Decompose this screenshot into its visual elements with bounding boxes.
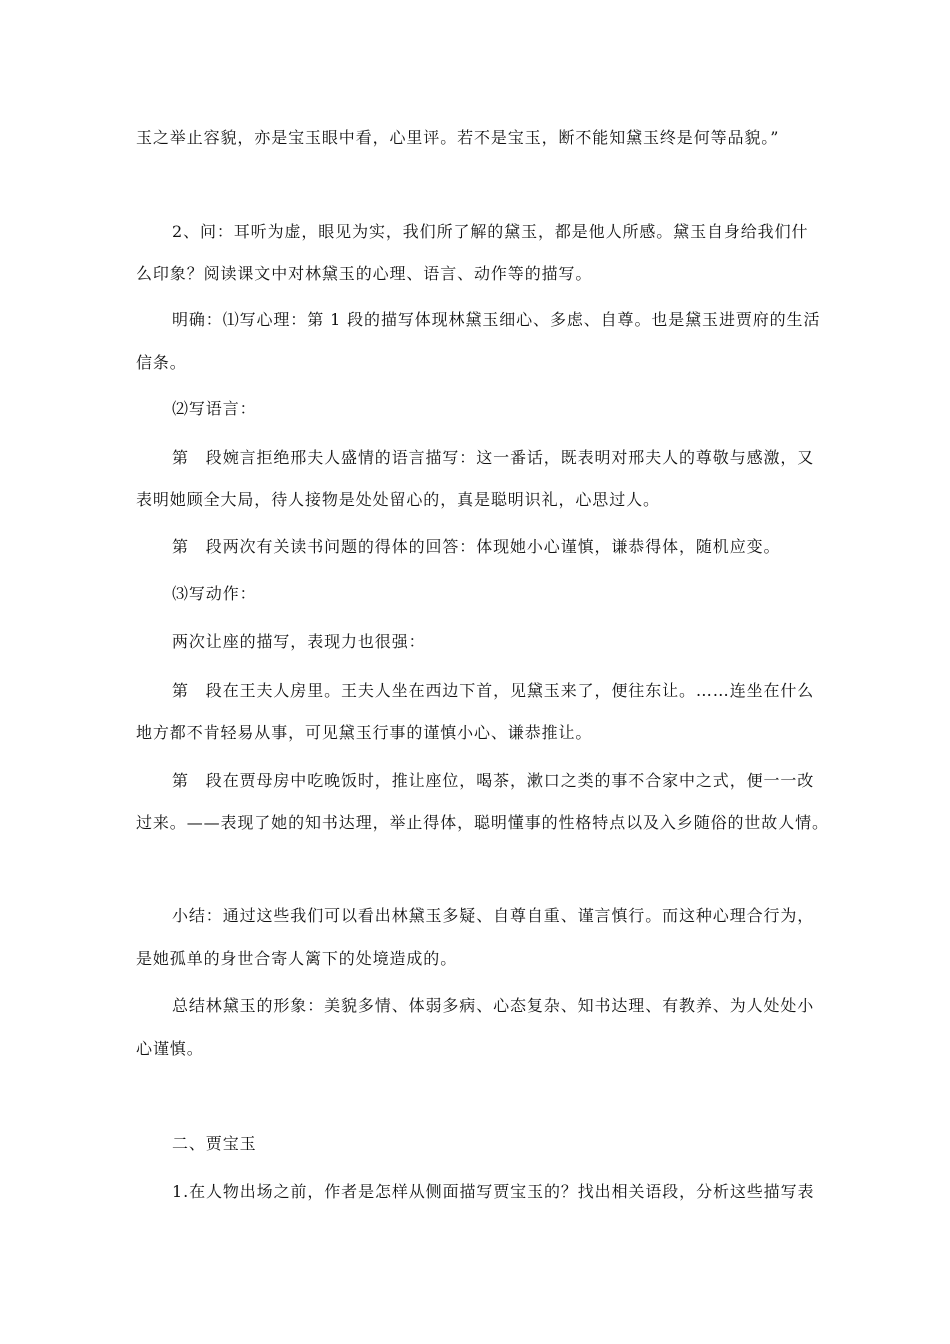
text-line: 过来。——表现了她的知书达理，举止得体，聪明懂事的性格特点以及入乡随俗的世故人情。: [136, 813, 829, 832]
text-line: 么印象？阅读课文中对林黛玉的心理、语言、动作等的描写。: [136, 264, 593, 283]
text-line: 总结林黛玉的形象：美貌多情、体弱多病、心态复杂、知书达理、有教养、为人处处小: [172, 996, 815, 1015]
text-line: 第 段在王夫人房里。王夫人坐在西边下首，见黛玉来了，便往东让。……连坐在什么: [172, 681, 815, 700]
text-line: 地方都不肯轻易从事，可见黛玉行事的谨慎小心、谦恭推让。: [136, 723, 593, 742]
text-line: 明确：⑴写心理：第 1 段的描写体现林黛玉细心、多虑、自尊。也是黛玉进贾府的生活: [172, 310, 821, 329]
text-line: 信条。: [136, 353, 187, 372]
text-line: ⑶写动作：: [172, 584, 257, 603]
text-line: 表明她顾全大局，待人接物是处处留心的，真是聪明识礼，心思过人。: [136, 490, 660, 509]
text-line: 2、问：耳听为虚，眼见为实，我们所了解的黛玉，都是他人所感。黛玉自身给我们什: [172, 222, 809, 241]
text-line: 玉之举止容貌，亦是宝玉眼中看，心里评。若不是宝玉，断不能知黛玉终是何等品貌。”: [136, 128, 780, 147]
text-line: 是她孤单的身世合寄人篱下的处境造成的。: [136, 949, 458, 968]
text-line: 1.在人物出场之前，作者是怎样从侧面描写贾宝玉的？找出相关语段，分析这些描写表: [172, 1182, 815, 1201]
text-line: 两次让座的描写，表现力也很强：: [172, 632, 426, 651]
text-line: 第 段两次有关读书问题的得体的回答：体现她小心谨慎，谦恭得体，随机应变。: [172, 537, 781, 556]
text-line: 心谨慎。: [136, 1039, 204, 1058]
text-line: ⑵写语言：: [172, 399, 257, 418]
text-line: 小结：通过这些我们可以看出林黛玉多疑、自尊自重、谨言慎行。而这种心理合行为，: [172, 906, 815, 925]
text-line: 第 段婉言拒绝邢夫人盛情的语言描写：这一番话，既表明对邢夫人的尊敬与感激，又: [172, 448, 815, 467]
section-heading: 二、贾宝玉: [172, 1134, 257, 1153]
text-line: 第 段在贾母房中吃晚饭时，推让座位，喝茶，漱口之类的事不合家中之式，便一一改: [172, 771, 815, 790]
